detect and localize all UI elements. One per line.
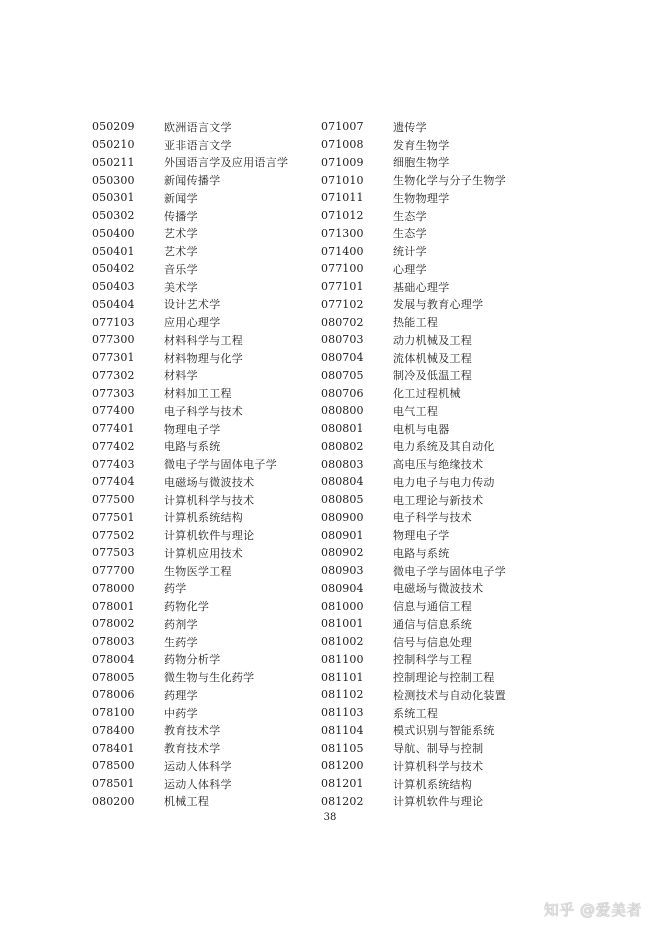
list-item <box>321 757 506 775</box>
list-item <box>321 313 506 331</box>
list-item <box>92 331 288 349</box>
discipline-name: 应用心理学 <box>164 316 221 330</box>
discipline-name: 检测技术与自动化装置 <box>393 688 506 702</box>
list-item <box>321 793 506 811</box>
discipline-code: 078004 <box>92 652 135 666</box>
discipline-name: 生物医学工程 <box>164 564 232 578</box>
left-column <box>92 118 288 810</box>
discipline-name: 电子科学与技术 <box>164 404 244 418</box>
list-item <box>92 793 288 811</box>
discipline-name: 药物分析学 <box>164 653 221 667</box>
list-item <box>321 260 506 278</box>
discipline-code: 050209 <box>92 120 135 134</box>
discipline-code: 050400 <box>92 226 135 240</box>
list-item <box>321 136 506 154</box>
discipline-code: 050404 <box>92 297 135 311</box>
discipline-code: 080804 <box>321 475 364 489</box>
discipline-code: 050401 <box>92 244 135 258</box>
list-item <box>321 651 506 669</box>
discipline-name: 电路与系统 <box>393 546 450 560</box>
list-item <box>321 491 506 509</box>
list-item <box>321 633 506 651</box>
discipline-code: 077100 <box>321 262 364 276</box>
discipline-name: 电力电子与电力传动 <box>393 475 495 489</box>
discipline-code: 080801 <box>321 422 364 436</box>
list-item <box>92 473 288 491</box>
discipline-name: 物理电子学 <box>164 422 221 436</box>
discipline-code: 077700 <box>92 564 135 578</box>
right-column <box>321 118 506 810</box>
discipline-name: 生态学 <box>393 227 427 241</box>
discipline-code: 078400 <box>92 723 135 737</box>
discipline-code: 081201 <box>321 777 364 791</box>
discipline-code: 077503 <box>92 546 135 560</box>
discipline-code: 081105 <box>321 741 364 755</box>
discipline-code: 078100 <box>92 706 135 720</box>
discipline-name: 材料科学与工程 <box>164 333 244 347</box>
discipline-code: 077500 <box>92 493 135 507</box>
discipline-code: 050211 <box>92 155 135 169</box>
discipline-name: 生药学 <box>164 635 198 649</box>
discipline-code: 080702 <box>321 315 364 329</box>
discipline-code: 080703 <box>321 333 364 347</box>
discipline-code: 050403 <box>92 280 135 294</box>
discipline-code: 077101 <box>321 280 364 294</box>
list-item <box>321 455 506 473</box>
discipline-name: 流体机械及工程 <box>393 351 473 365</box>
discipline-code: 080803 <box>321 457 364 471</box>
discipline-code: 078002 <box>92 617 135 631</box>
discipline-code: 071011 <box>321 191 364 205</box>
discipline-name: 艺术学 <box>164 245 198 259</box>
discipline-name: 导航、制导与控制 <box>393 742 484 756</box>
page-number: 38 <box>323 812 337 823</box>
discipline-name: 亚非语言文学 <box>164 138 232 152</box>
discipline-code: 071010 <box>321 173 364 187</box>
discipline-name: 通信与信息系统 <box>393 617 473 631</box>
discipline-code: 081104 <box>321 723 364 737</box>
list-item <box>321 118 506 136</box>
discipline-code: 077301 <box>92 351 135 365</box>
list-item <box>321 225 506 243</box>
discipline-name: 基础心理学 <box>393 280 450 294</box>
discipline-code: 071009 <box>321 155 364 169</box>
discipline-name: 统计学 <box>393 245 427 259</box>
discipline-name: 艺术学 <box>164 227 198 241</box>
discipline-name: 药剂学 <box>164 617 198 631</box>
list-item <box>92 278 288 296</box>
discipline-name: 计算机系统结构 <box>164 511 244 525</box>
discipline-code: 050300 <box>92 173 135 187</box>
watermark: 知乎 @爱美者 <box>543 901 642 919</box>
discipline-name: 热能工程 <box>393 316 439 330</box>
list-item <box>92 242 288 260</box>
list-item <box>92 651 288 669</box>
list-item <box>321 384 506 402</box>
discipline-code: 080900 <box>321 510 364 524</box>
discipline-name: 传播学 <box>164 209 198 223</box>
list-item <box>321 171 506 189</box>
list-item <box>321 562 506 580</box>
discipline-code: 077404 <box>92 475 135 489</box>
discipline-code: 071012 <box>321 209 364 223</box>
discipline-code: 080802 <box>321 439 364 453</box>
discipline-name: 材料加工工程 <box>164 387 232 401</box>
discipline-code: 081102 <box>321 688 364 702</box>
list-item <box>92 597 288 615</box>
list-item <box>92 509 288 527</box>
list-item <box>321 278 506 296</box>
discipline-name: 物理电子学 <box>393 529 450 543</box>
discipline-code: 050301 <box>92 191 135 205</box>
discipline-name: 外国语言学及应用语言学 <box>164 156 289 170</box>
discipline-name: 控制科学与工程 <box>393 653 473 667</box>
discipline-code: 078001 <box>92 599 135 613</box>
list-item <box>92 384 288 402</box>
discipline-code: 077403 <box>92 457 135 471</box>
discipline-name: 教育技术学 <box>164 724 221 738</box>
discipline-name: 电子科学与技术 <box>393 511 473 525</box>
discipline-name: 美术学 <box>164 280 198 294</box>
discipline-code: 081202 <box>321 794 364 808</box>
discipline-code: 077501 <box>92 510 135 524</box>
discipline-name: 药物化学 <box>164 600 210 614</box>
discipline-name: 中药学 <box>164 706 198 720</box>
list-item <box>92 615 288 633</box>
discipline-name: 控制理论与控制工程 <box>393 671 495 685</box>
list-item <box>321 296 506 314</box>
discipline-name: 模式识别与智能系统 <box>393 724 495 738</box>
discipline-name: 新闻传播学 <box>164 174 221 188</box>
list-item <box>92 580 288 598</box>
discipline-name: 系统工程 <box>393 706 439 720</box>
discipline-code: 077103 <box>92 315 135 329</box>
discipline-name: 教育技术学 <box>164 742 221 756</box>
discipline-code: 077300 <box>92 333 135 347</box>
discipline-code: 078501 <box>92 777 135 791</box>
discipline-name: 细胞生物学 <box>393 156 450 170</box>
discipline-name: 生态学 <box>393 209 427 223</box>
list-item <box>321 367 506 385</box>
list-item <box>92 739 288 757</box>
discipline-name: 心理学 <box>393 262 427 276</box>
discipline-code: 080904 <box>321 581 364 595</box>
discipline-name: 电力系统及其自动化 <box>393 440 495 454</box>
discipline-name: 电路与系统 <box>164 440 221 454</box>
discipline-code: 081101 <box>321 670 364 684</box>
list-item <box>92 704 288 722</box>
discipline-name: 制冷及低温工程 <box>393 369 473 383</box>
list-item <box>321 509 506 527</box>
discipline-name: 计算机科学与技术 <box>164 493 255 507</box>
discipline-code: 080704 <box>321 351 364 365</box>
list-item <box>321 473 506 491</box>
discipline-code: 078005 <box>92 670 135 684</box>
discipline-code: 080706 <box>321 386 364 400</box>
discipline-name: 计算机系统结构 <box>393 777 473 791</box>
discipline-code: 080805 <box>321 493 364 507</box>
discipline-name: 发展与教育心理学 <box>393 298 484 312</box>
list-item <box>92 757 288 775</box>
discipline-name: 药理学 <box>164 688 198 702</box>
discipline-code: 078003 <box>92 635 135 649</box>
list-item <box>92 136 288 154</box>
discipline-name: 发育生物学 <box>393 138 450 152</box>
list-item <box>92 367 288 385</box>
list-item <box>92 526 288 544</box>
discipline-code: 081103 <box>321 706 364 720</box>
discipline-name: 音乐学 <box>164 262 198 276</box>
discipline-code: 077302 <box>92 368 135 382</box>
discipline-name: 计算机科学与技术 <box>393 759 484 773</box>
list-item <box>92 775 288 793</box>
list-item <box>321 420 506 438</box>
discipline-name: 化工过程机械 <box>393 387 461 401</box>
discipline-code: 081200 <box>321 759 364 773</box>
discipline-name: 材料学 <box>164 369 198 383</box>
list-item <box>321 580 506 598</box>
discipline-name: 动力机械及工程 <box>393 333 473 347</box>
discipline-code: 050302 <box>92 209 135 223</box>
list-item <box>321 739 506 757</box>
discipline-name: 运动人体科学 <box>164 759 232 773</box>
discipline-name: 电工理论与新技术 <box>393 493 484 507</box>
discipline-code: 077303 <box>92 386 135 400</box>
discipline-name: 信息与通信工程 <box>393 600 473 614</box>
discipline-name: 高电压与绝缘技术 <box>393 458 484 472</box>
list-item <box>321 242 506 260</box>
list-item <box>92 402 288 420</box>
list-item <box>321 775 506 793</box>
discipline-name: 微电子学与固体电子学 <box>393 564 506 578</box>
discipline-code: 080902 <box>321 546 364 560</box>
list-item <box>92 118 288 136</box>
list-item <box>92 544 288 562</box>
list-item <box>92 171 288 189</box>
list-item <box>321 544 506 562</box>
list-item <box>92 722 288 740</box>
discipline-code: 080200 <box>92 794 135 808</box>
list-item <box>321 615 506 633</box>
discipline-name: 信号与信息处理 <box>393 635 473 649</box>
discipline-code: 081002 <box>321 635 364 649</box>
discipline-name: 遗传学 <box>393 120 427 134</box>
discipline-code: 071008 <box>321 138 364 152</box>
list-item <box>321 597 506 615</box>
list-item <box>92 438 288 456</box>
discipline-code: 071400 <box>321 244 364 258</box>
discipline-code: 080903 <box>321 564 364 578</box>
list-item <box>92 491 288 509</box>
discipline-code: 080705 <box>321 368 364 382</box>
discipline-name: 电机与电器 <box>393 422 450 436</box>
discipline-name: 生物物理学 <box>393 191 450 205</box>
discipline-name: 新闻学 <box>164 191 198 205</box>
list-item <box>321 207 506 225</box>
discipline-code: 077102 <box>321 297 364 311</box>
discipline-code: 050210 <box>92 138 135 152</box>
list-item <box>92 686 288 704</box>
list-item <box>321 349 506 367</box>
discipline-name: 微生物与生化药学 <box>164 671 255 685</box>
discipline-code: 081000 <box>321 599 364 613</box>
discipline-name: 电磁场与微波技术 <box>393 582 484 596</box>
list-item <box>321 722 506 740</box>
list-item <box>321 704 506 722</box>
list-item <box>92 154 288 172</box>
discipline-code: 078500 <box>92 759 135 773</box>
discipline-code: 071300 <box>321 226 364 240</box>
list-item <box>92 562 288 580</box>
list-item <box>92 420 288 438</box>
discipline-code: 077401 <box>92 422 135 436</box>
list-item <box>92 260 288 278</box>
list-item <box>92 225 288 243</box>
list-item <box>321 526 506 544</box>
discipline-code: 050402 <box>92 262 135 276</box>
list-item <box>92 313 288 331</box>
list-item <box>92 207 288 225</box>
list-item <box>321 154 506 172</box>
discipline-name: 材料物理与化学 <box>164 351 244 365</box>
list-item <box>321 402 506 420</box>
list-item <box>92 668 288 686</box>
list-item <box>92 189 288 207</box>
discipline-code: 077400 <box>92 404 135 418</box>
discipline-name: 欧洲语言文学 <box>164 120 232 134</box>
list-item <box>321 331 506 349</box>
discipline-name: 计算机软件与理论 <box>393 795 484 809</box>
discipline-name: 设计艺术学 <box>164 298 221 312</box>
list-item <box>321 668 506 686</box>
list-item <box>321 189 506 207</box>
discipline-name: 生物化学与分子生物学 <box>393 174 506 188</box>
discipline-name: 机械工程 <box>164 795 210 809</box>
list-item <box>92 633 288 651</box>
list-item <box>321 438 506 456</box>
discipline-name: 电气工程 <box>393 404 439 418</box>
discipline-code: 078006 <box>92 688 135 702</box>
discipline-name: 微电子学与固体电子学 <box>164 458 277 472</box>
discipline-code: 081100 <box>321 652 364 666</box>
discipline-code: 077502 <box>92 528 135 542</box>
discipline-name: 电磁场与微波技术 <box>164 475 255 489</box>
list-item <box>321 686 506 704</box>
discipline-code: 078000 <box>92 581 135 595</box>
list-item <box>92 349 288 367</box>
list-item <box>92 455 288 473</box>
discipline-name: 运动人体科学 <box>164 777 232 791</box>
discipline-code: 080901 <box>321 528 364 542</box>
discipline-code: 081001 <box>321 617 364 631</box>
discipline-name: 药学 <box>164 582 187 596</box>
discipline-code: 071007 <box>321 120 364 134</box>
discipline-code: 077402 <box>92 439 135 453</box>
list-item <box>92 296 288 314</box>
discipline-code: 078401 <box>92 741 135 755</box>
discipline-name: 计算机软件与理论 <box>164 529 255 543</box>
discipline-code: 080800 <box>321 404 364 418</box>
discipline-name: 计算机应用技术 <box>164 546 244 560</box>
